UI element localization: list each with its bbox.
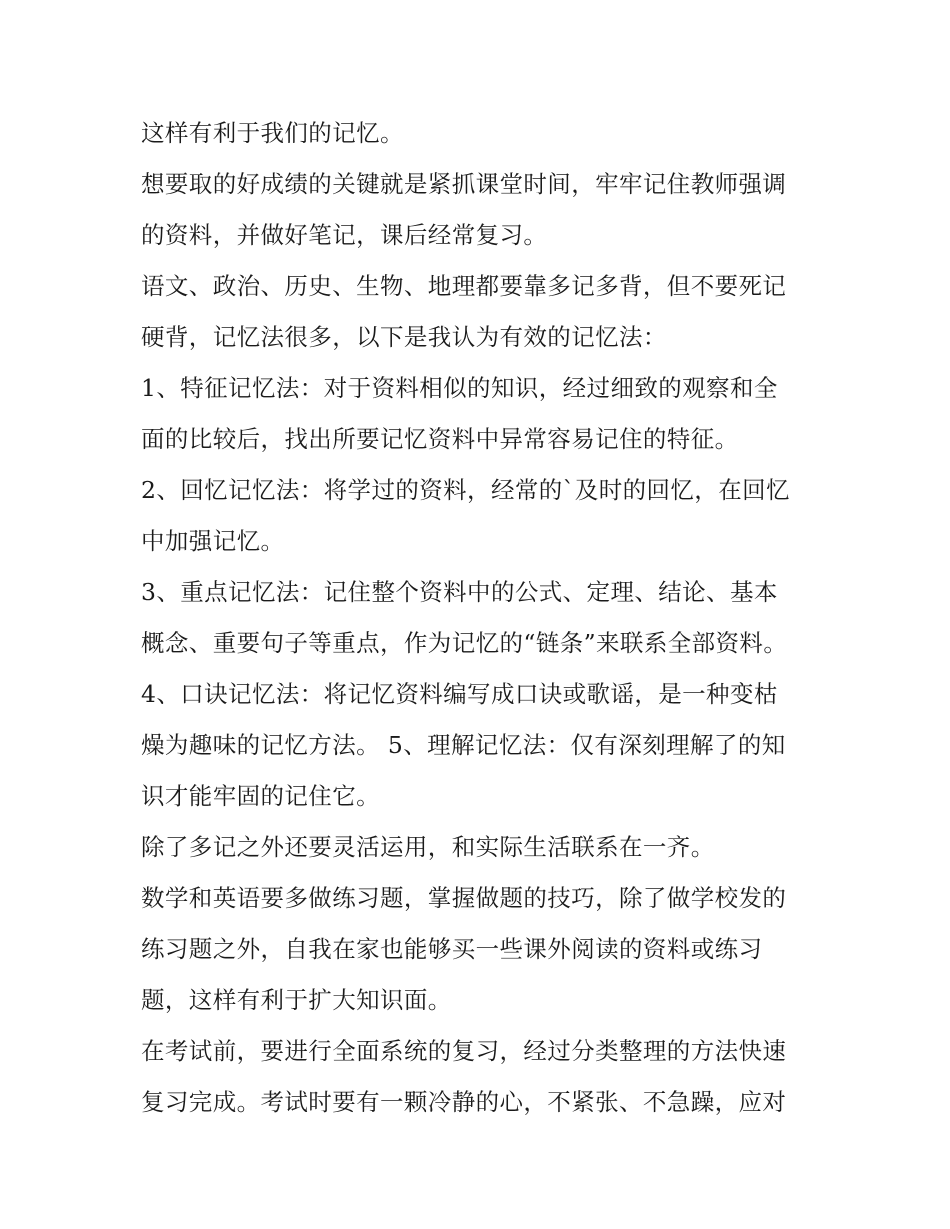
text-line: 除了多记之外还要灵活运用，和实际生活联系在一齐。 [141, 833, 715, 861]
text-line: 4、口诀记忆法：将记忆资料编写成口诀或歌谣，是一种变枯 [141, 680, 778, 708]
text-line: 复习完成。考试时要有一颗冷静的心，不紧张、不急躁，应对 [141, 1088, 787, 1116]
text-line: 硬背，记忆法很多，以下是我认为有效的记忆法： [141, 323, 667, 351]
text-line: 这样有利于我们的记忆。 [141, 119, 404, 147]
text-line: 3、重点记忆法：记住整个资料中的公式、定理、结论、基本 [141, 578, 778, 606]
text-line: 面的比较后，找出所要记忆资料中异常容易记住的特征。 [141, 425, 739, 453]
text-line: 题，这样有利于扩大知识面。 [141, 986, 452, 1014]
text-line: 想要取的好成绩的关键就是紧抓课堂时间，牢牢记住教师强调 [141, 170, 787, 198]
text-line: 练习题之外，自我在家也能够买一些课外阅读的资料或练习 [141, 935, 763, 963]
text-line: 1、特征记忆法：对于资料相似的知识，经过细致的观察和全 [141, 374, 778, 402]
text-line: 识才能牢固的记住它。 [141, 782, 380, 810]
text-line: 数学和英语要多做练习题，掌握做题的技巧，除了做学校发的 [141, 884, 787, 912]
text-line: 概念、重要句子等重点，作为记忆的“链条”来联系全部资料。 [141, 629, 788, 657]
text-line: 的资料，并做好笔记，课后经常复习。 [141, 221, 548, 249]
text-line: 语文、政治、历史、生物、地理都要靠多记多背，但不要死记 [141, 272, 787, 300]
text-line: 2、回忆记忆法：将学过的资料，经常的`及时的回忆，在回忆 [141, 476, 790, 504]
text-line: 燥为趣味的记忆方法。 5、理解记忆法：仅有深刻理解了的知 [141, 731, 786, 759]
text-line: 中加强记忆。 [141, 527, 285, 555]
text-line: 在考试前，要进行全面系统的复习，经过分类整理的方法快速 [141, 1037, 787, 1065]
document-body [141, 108, 821, 1128]
